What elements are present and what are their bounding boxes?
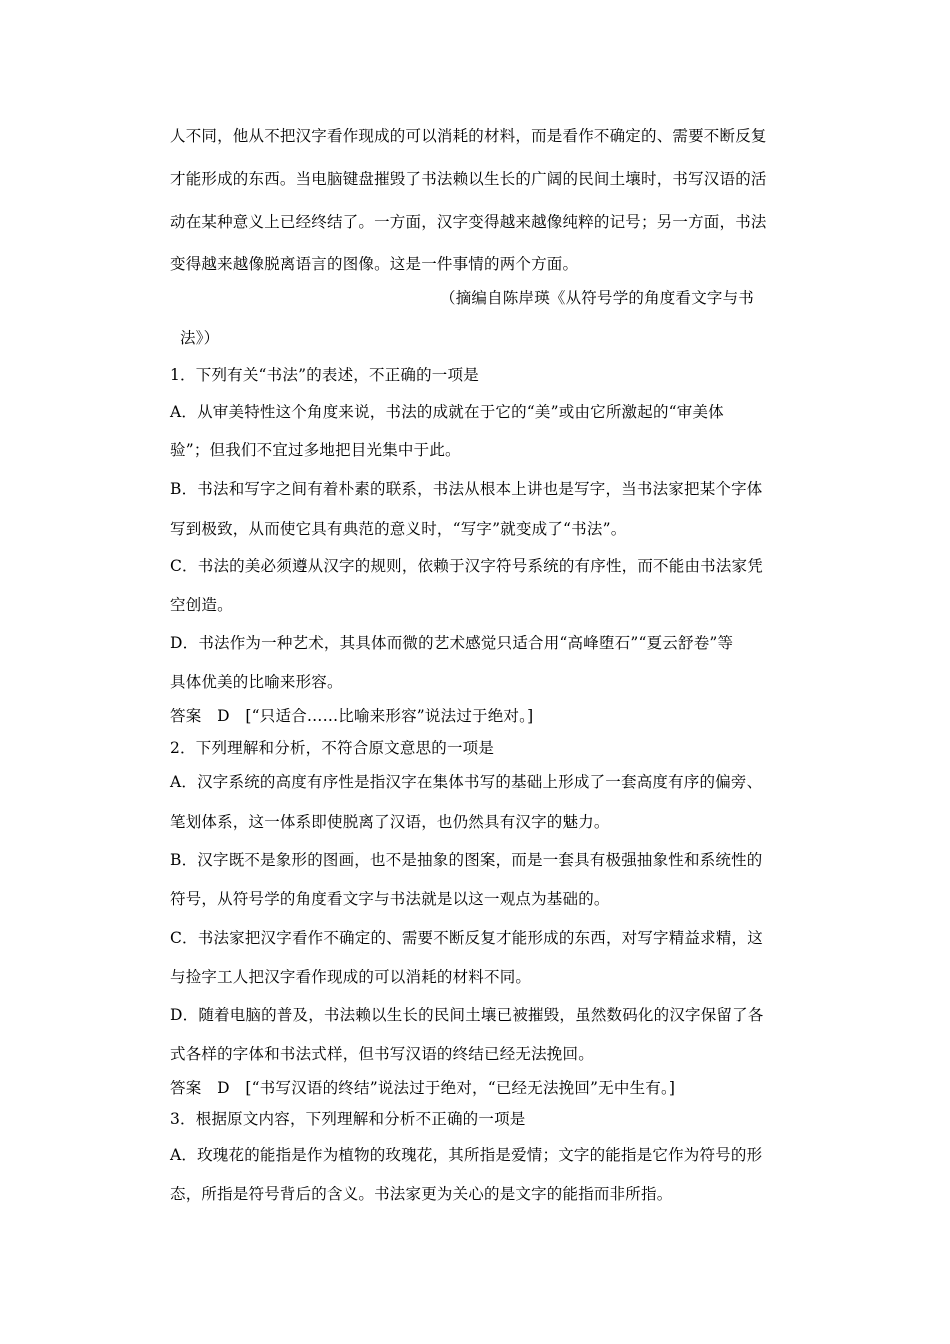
q3-stem: 3．根据原文内容，下列理解和分析不正确的一项是 <box>170 1110 526 1128</box>
passage-line-3: 动在某种意义上已经终结了。一方面，汉字变得越来越像纯粹的记号；另一方面，书法 <box>170 213 767 231</box>
q1-answer: 答案 D [“只适合……比喻来形容”说法过于绝对。] <box>170 707 534 725</box>
q2-option-b: B．汉字既不是象形的图画，也不是抽象的图案，而是一套具有极强抽象性和系统性的 <box>170 851 763 869</box>
passage-source-cont: 法》） <box>180 329 220 347</box>
q1-option-c-cont: 空创造。 <box>170 596 233 614</box>
q2-answer: 答案 D [“书写汉语的终结”说法过于绝对，“已经无法挽回”无中生有。] <box>170 1079 676 1097</box>
q1-option-a-cont: 验”；但我们不宜过多地把目光集中于此。 <box>170 441 461 459</box>
q2-option-d: D．随着电脑的普及，书法赖以生长的民间土壤已被摧毁，虽然数码化的汉字保留了各 <box>170 1006 764 1024</box>
q2-stem: 2．下列理解和分析，不符合原文意思的一项是 <box>170 739 495 757</box>
passage-line-1: 人不同，他从不把汉字看作现成的可以消耗的材料，而是看作不确定的、需要不断反复 <box>170 127 767 145</box>
q2-option-d-cont: 式各样的字体和书法式样，但书写汉语的终结已经无法挽回。 <box>170 1045 594 1063</box>
q1-option-b: B．书法和写字之间有着朴素的联系，书法从根本上讲也是写字，当书法家把某个字体 <box>170 480 763 498</box>
q2-option-c-cont: 与捡字工人把汉字看作现成的可以消耗的材料不同。 <box>170 968 532 986</box>
q1-option-c: C．书法的美必须遵从汉字的规则，依赖于汉字符号系统的有序性，而不能由书法家凭 <box>170 557 763 575</box>
q1-option-a: A．从审美特性这个角度来说，书法的成就在于它的“美”或由它所激起的“审美体 <box>170 403 724 421</box>
q1-stem: 1．下列有关“书法”的表述，不正确的一项是 <box>170 366 479 384</box>
passage-line-4: 变得越来越像脱离语言的图像。这是一件事情的两个方面。 <box>170 255 579 273</box>
q3-option-a-cont: 态，所指是符号背后的含义。书法家更为关心的是文字的能指而非所指。 <box>170 1185 673 1203</box>
q1-option-d: D．书法作为一种艺术，其具体而微的艺术感觉只适合用“高峰堕石”“夏云舒卷”等 <box>170 634 734 652</box>
q1-option-d-cont: 具体优美的比喻来形容。 <box>170 673 343 691</box>
q3-option-a: A．玫瑰花的能指是作为植物的玫瑰花，其所指是爱情；文字的能指是它作为符号的形 <box>170 1146 763 1164</box>
passage-source: （摘编自陈岸瑛《从符号学的角度看文字与书 <box>440 289 755 307</box>
passage-line-2: 才能形成的东西。当电脑键盘摧毁了书法赖以生长的广阔的民间土壤时，书写汉语的活 <box>170 170 767 188</box>
q2-option-a: A．汉字系统的高度有序性是指汉字在集体书写的基础上形成了一套高度有序的偏旁、 <box>170 773 763 791</box>
q2-option-a-cont: 笔划体系，这一体系即使脱离了汉语，也仍然具有汉字的魅力。 <box>170 813 610 831</box>
q2-option-c: C．书法家把汉字看作不确定的、需要不断反复才能形成的东西，对写字精益求精，这 <box>170 929 763 947</box>
q2-option-b-cont: 符号，从符号学的角度看文字与书法就是以这一观点为基础的。 <box>170 890 610 908</box>
q1-option-b-cont: 写到极致，从而使它具有典范的意义时，“写字”就变成了“书法”。 <box>170 520 627 538</box>
